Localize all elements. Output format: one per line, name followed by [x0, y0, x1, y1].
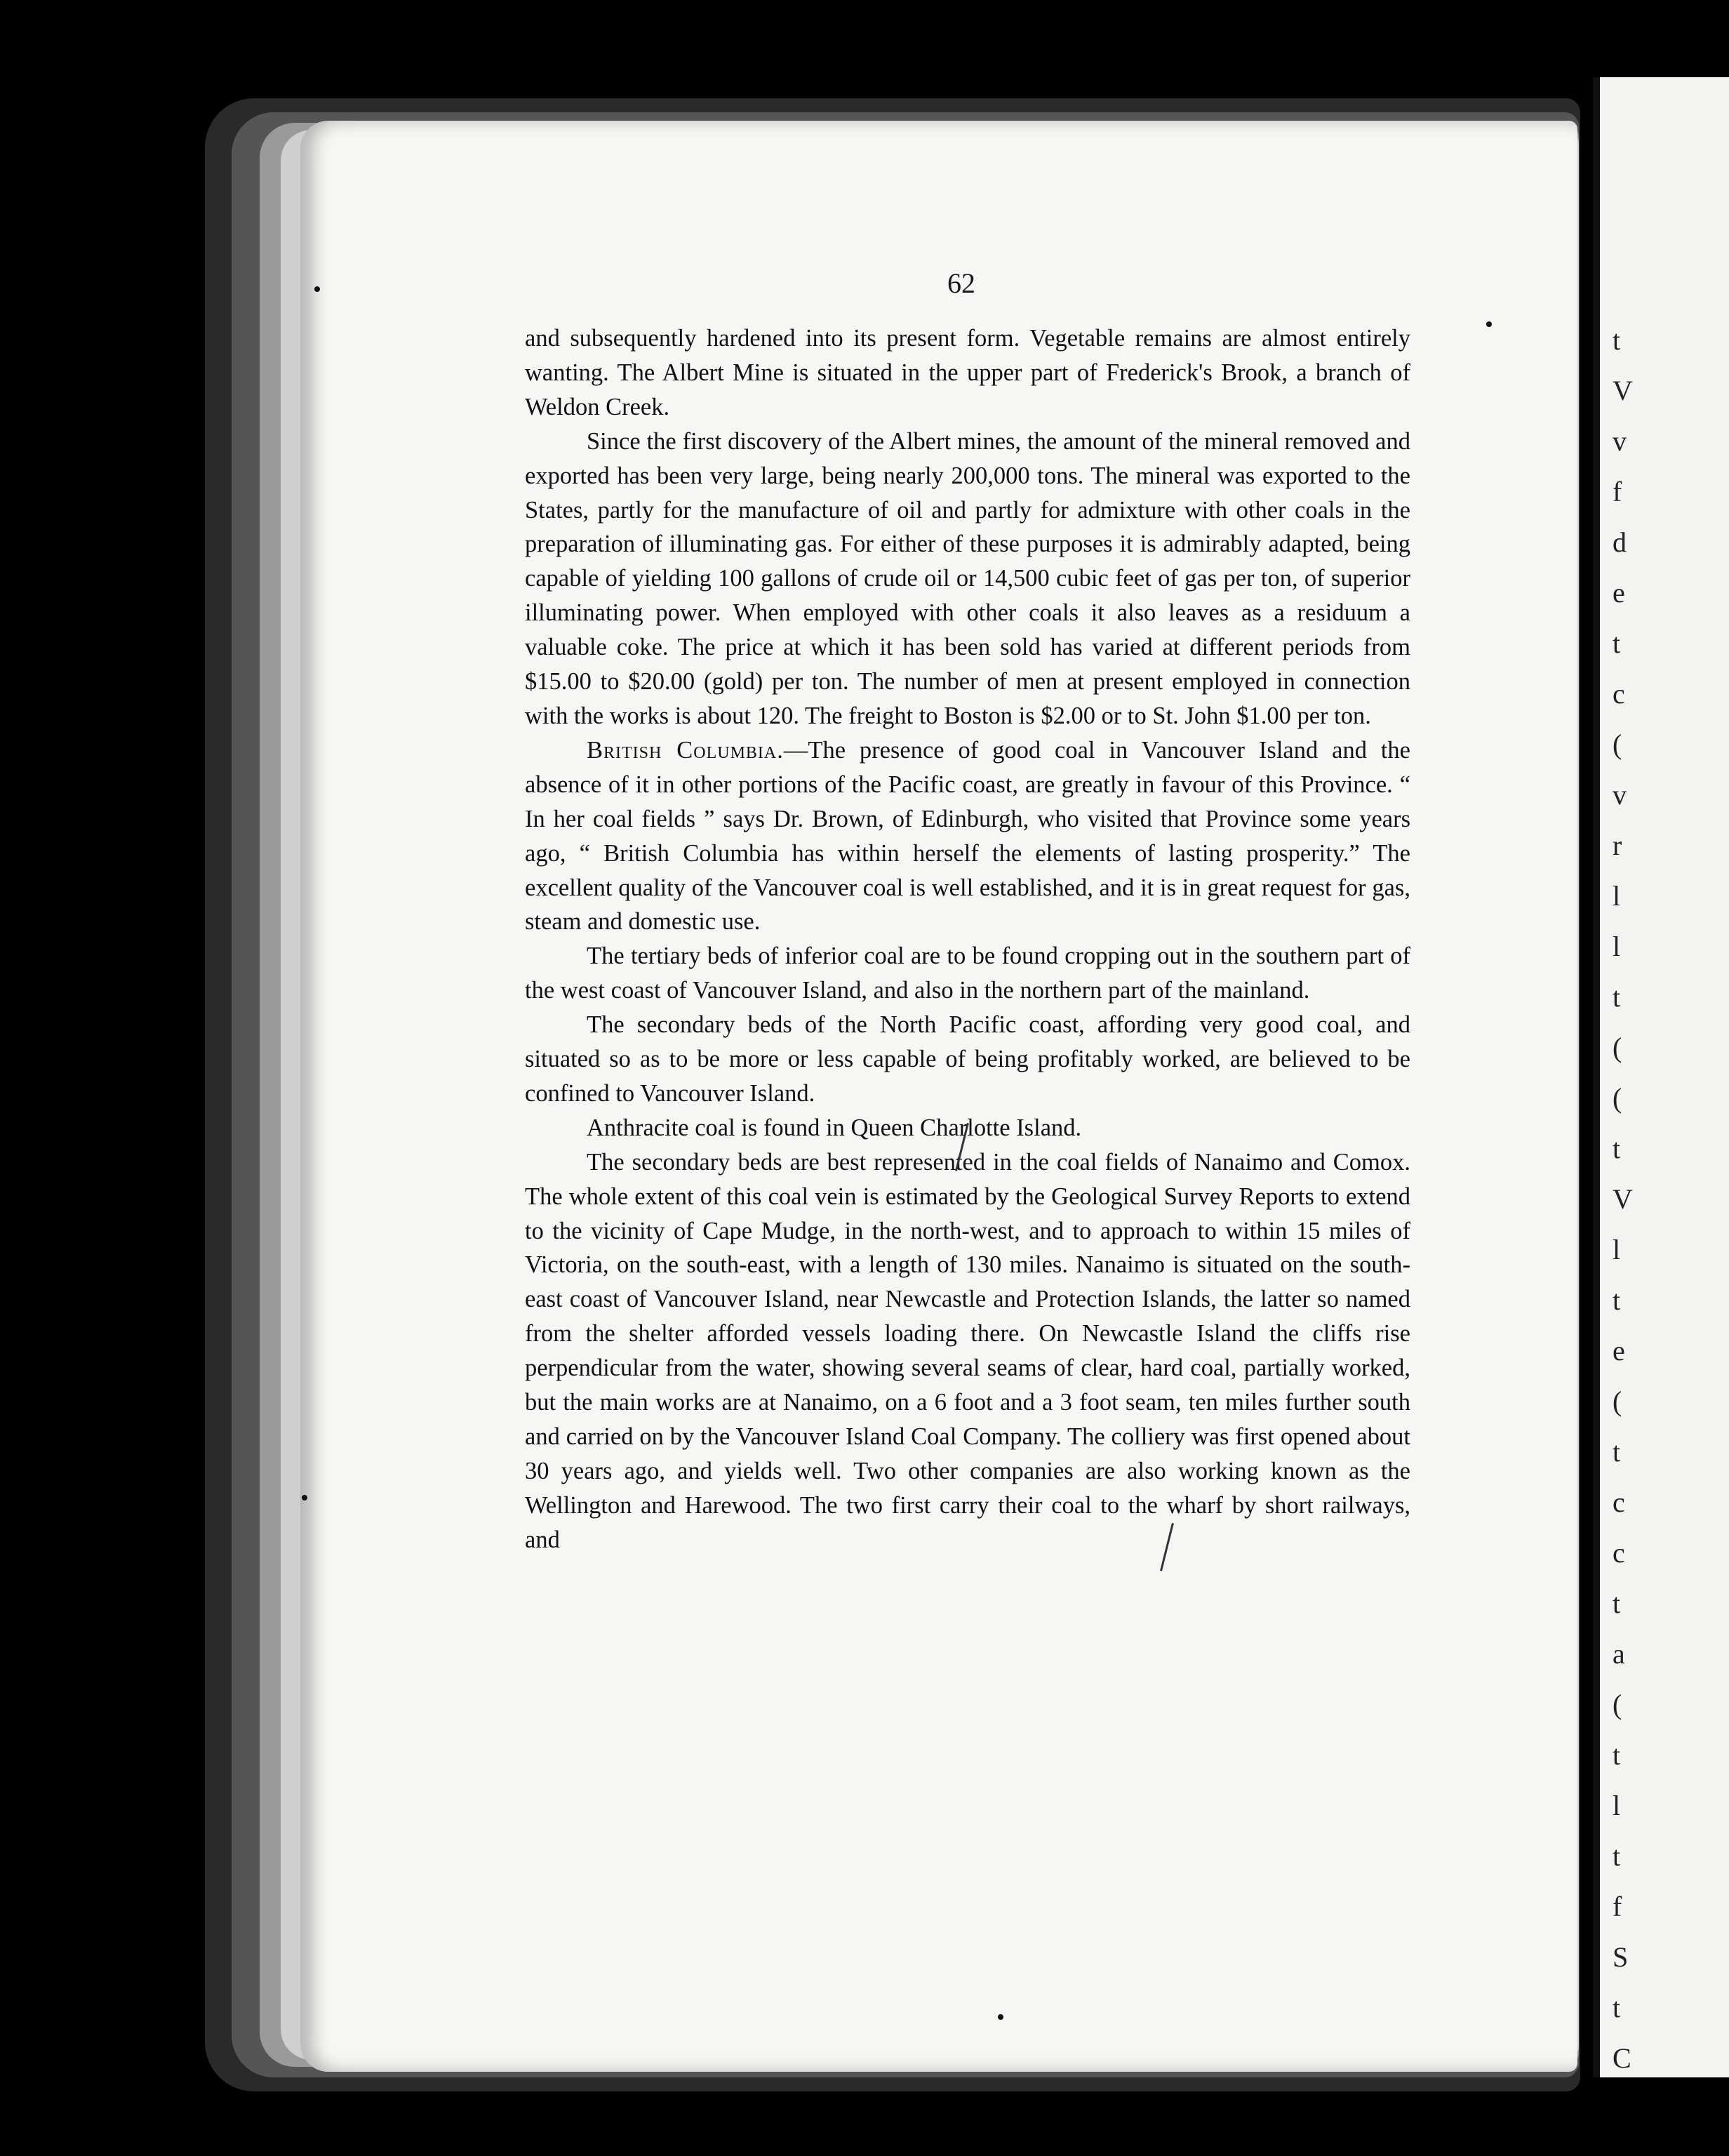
facing-page-fragment: ( — [1613, 1385, 1622, 1417]
facing-page-fragment: l — [1613, 1790, 1621, 1821]
facing-page-fragment: f — [1613, 476, 1622, 507]
facing-page-fragment: t — [1613, 1436, 1621, 1468]
facing-page-fragment: ( — [1613, 1082, 1622, 1114]
facing-page-fragment: t — [1613, 1840, 1621, 1872]
facing-page-fragment: f — [1613, 1891, 1622, 1922]
page-body-text — [525, 321, 1410, 1557]
facing-page-fragment: c — [1613, 678, 1625, 710]
facing-page-fragment: t — [1613, 981, 1621, 1013]
dust-speck — [314, 286, 320, 292]
facing-page-fragment: t — [1613, 1588, 1621, 1619]
facing-page-fragment: t — [1613, 1739, 1621, 1771]
facing-page-fragment: t — [1613, 627, 1621, 659]
facing-page-fragment: C — [1613, 2042, 1631, 2074]
facing-page-fragment: S — [1613, 1941, 1629, 1973]
facing-page-fragment: V — [1613, 1183, 1633, 1215]
facing-page-fragment: t — [1613, 324, 1621, 356]
facing-page-fragment: v — [1613, 425, 1627, 457]
facing-page-fragment: l — [1613, 880, 1621, 912]
facing-page-fragment: e — [1613, 577, 1625, 608]
facing-page-fragment: a — [1613, 1638, 1625, 1670]
paragraph: Since the first discovery of the Albert mines, the amount of the mineral removed and exported has been very large, being nearly 200,000 tons. The mineral was exported to the States, partly for the manufacture of oil and partly for admixture with other coals in the preparation of illuminating gas. For either of these purposes it is admirably adapted, being capable of yielding 100 gallons of crude oil or 14,500 cubic feet of gas per ton, of superior illuminating power. When employed with other coals it also leaves as a residuum a valuable coke. The price at which it has been sold has varied at different periods from $15.00 to $20.00 (gold) per ton. The number of men at present employed in connection with the works is about 120. The freight to Boston is $2.00 or to St. John $1.00 per ton. — [525, 427, 1410, 729]
paragraph: The tertiary beds of inferior coal are to be found cropping out in the southern part of the west coast of Vancouver Island, and also in the northern part of the mainland. — [525, 943, 1410, 1004]
paragraph: The secondary beds of the North Pacific coast, affording very good coal, and situated so as to be more or less capable of being profitably worked, are believed to be confined to Vancouver Island. — [525, 1011, 1410, 1107]
paragraph: The secondary beds are best represented in the coal fields of Nanaimo and Comox. The whole extent of this coal vein is estimated by the Geological Survey Reports to extend to the vicinity of Cape Mudge, in the north-west, and to approach to within 15 miles of Victoria, on the south-east, with a length of 130 miles. Nanaimo is situated on the south-east coast of Vancouver Island, near Newcastle and Protection Islands, the latter so named from the shelter afforded vessels loading there. On Newcastle Island the cliffs rise perpendicular from the water, showing several seams of clear, hard coal, partially worked, but the main works are at Nanaimo, on a 6 foot and a 3 foot seam, ten miles further south and carried on by the Vancouver Island Coal Company. The colliery was first opened about 30 years ago, and yields well. Two other companies are also working known as the Wellington and Harewood. The two first carry their coal to the wharf by short railways, and — [525, 1148, 1410, 1553]
facing-page-fragment: e — [1613, 1335, 1625, 1366]
facing-page-fragment: l — [1613, 931, 1621, 962]
facing-page-fragment: t — [1613, 1133, 1621, 1164]
paragraph — [525, 733, 1410, 939]
facing-page-fragment: c — [1613, 1537, 1625, 1569]
facing-page-fragment: ( — [1613, 728, 1622, 760]
paragraph-text: —The presence of good coal in Vancouver Island and the absence of it in other portions of the Pacific coast, are greatly in favour of this Province. “ In her coal fields ” says Dr. Brown, of Edinburgh, who visited that Province some years ago, “ British Columbia has within herself the elements of lasting prosperity.” The excellent quality of the Vancouver coal is well established, and it is in great request for gas, steam and domestic use. — [525, 736, 1410, 936]
paragraph: and subsequently hardened into its present form. Vegetable remains are almost entirely wanting. The Albert Mine is situated in the upper part of Frederick's Brook, a branch of Weldon Creek. — [525, 325, 1410, 420]
dust-speck — [302, 1495, 307, 1500]
facing-page-fragment: V — [1613, 375, 1633, 406]
facing-page-fragment: v — [1613, 779, 1627, 811]
facing-page-fragment: l — [1613, 1234, 1621, 1265]
section-heading: British Columbia. — [587, 736, 784, 764]
facing-page-fragment: r — [1613, 830, 1622, 861]
dust-speck — [1486, 321, 1492, 327]
facing-page-fragment: d — [1613, 526, 1627, 558]
facing-page-fragment: t — [1613, 1284, 1621, 1316]
facing-page-fragment: c — [1613, 1486, 1625, 1518]
page-number: 62 — [947, 267, 975, 299]
facing-page-fragment: ( — [1613, 1689, 1622, 1720]
facing-page-edge — [1593, 77, 1729, 2077]
facing-page-fragment: ( — [1613, 1032, 1622, 1063]
dust-speck — [998, 2014, 1003, 2020]
facing-page-fragment: t — [1613, 1992, 1621, 2023]
paragraph: Anthracite coal is found in Queen Charlotte Island. — [587, 1114, 1082, 1141]
